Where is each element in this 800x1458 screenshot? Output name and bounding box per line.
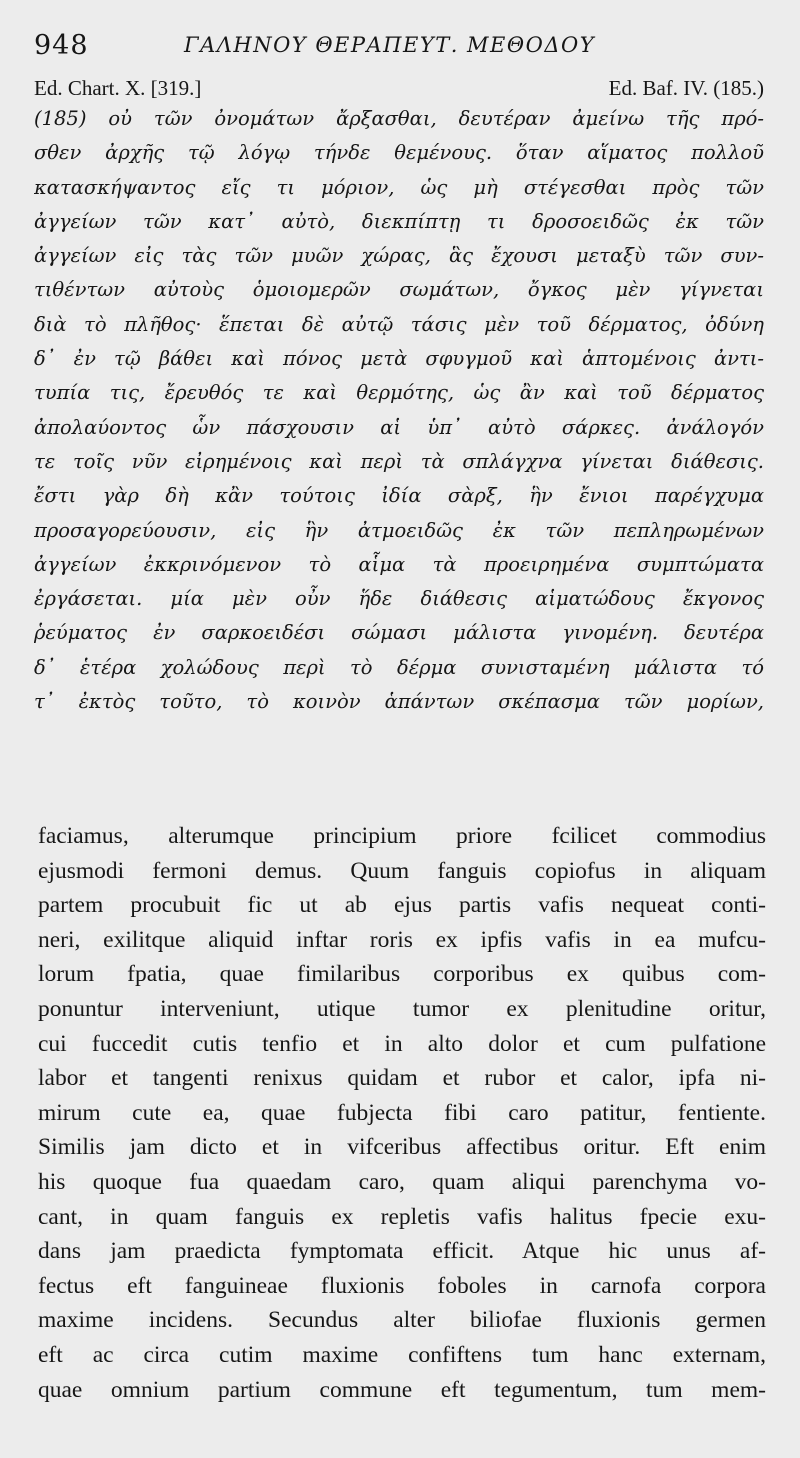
latin-line: cant, in quam fanguis ex repletis vafis halitus fpecie exu- [38,1203,766,1230]
latin-text-block [38,819,766,1407]
running-title: ΓΑΛΗΝΟΥ ΘΕΡΑΠΕΥΤ. ΜΕΘΟΔΟΥ [184,33,596,57]
greek-line: ἔστι γὰρ δὴ κἂν τούτοις ἰδία σὰρξ, ἣν ἔνιοι παρέγχυμα [34,484,764,508]
edition-reference-chartier: Ed. Chart. X. [319.] [34,76,202,100]
greek-text-block [34,102,764,719]
latin-line: labor et tangenti renixus quidam et rubor et calor, ipfa ni- [38,1065,766,1092]
latin-line: maxime incidens. Secundus alter biliofae fluxionis germen [38,1307,766,1334]
latin-line: ejusmodi fermoni demus. Quum fanguis copiofus in aliquam [38,857,766,884]
edition-reference-line [34,76,764,102]
greek-line: ἀγγείων ἐκκρινόμενον τὸ αἷμα τὰ προειρημένα συμπτώματα [34,552,764,576]
running-head [34,30,774,66]
latin-line: faciamus, alterumque principium priore fcilicet commodius [38,823,766,849]
latin-line: cui fuccedit cutis tenfio et in alto dolor et cum pulfatione [38,1030,766,1057]
latin-line: quae omnium partium commune eft tegumentum, tum mem- [38,1376,766,1403]
latin-line: lorum fpatia, quae fimilaribus corporibus ex quibus com- [38,961,766,988]
greek-line: ῥεύματος ἐν σαρκοειδέσι σώμασι μάλιστα γινομένη. δευτέρα [34,621,764,645]
greek-line: προσαγορεύουσιν, εἰς ἣν ἀτμοειδῶς ἐκ τῶν πεπληρωμένων [34,518,764,542]
greek-line: κατασκήψαντος εἴς τι μόριον, ὡς μὴ στέγεσθαι πρὸς τῶν [34,175,764,199]
greek-line: δ᾽ ἐν τῷ βάθει καὶ πόνος μετὰ σφυγμοῦ καὶ ἁπτομένοις ἀντι- [34,347,764,371]
greek-line: τε τοῖς νῦν εἰρημένοις καὶ περὶ τὰ σπλάγχνα γίνεται διάθεσις. [34,449,764,473]
latin-line: dans jam praedicta fymptomata efficit. Atque hic unus af- [38,1238,766,1265]
latin-line: fectus eft fanguineae fluxionis foboles in carnofa corpora [38,1272,766,1299]
latin-line: mirum cute ea, quae fubjecta fibi caro patitur, fentiente. [38,1099,766,1126]
greek-line: τ᾽ ἐκτὸς τοῦτο, τὸ κοινὸν ἁπάντων σκέπασμα τῶν μορίων, [34,690,764,714]
greek-line: ἀπολαύοντος ὧν πάσχουσιν αἱ ὑπ᾽ αὐτὸ σάρκες. ἀνάλογόν [34,415,764,439]
edition-reference-basel: Ed. Baf. IV. (185.) [608,76,764,100]
page-number: 948 [34,30,89,61]
greek-line: (185) οὐ τῶν ὀνομάτων ἄρξασθαι, δευτέραν ἀμείνω τῆς πρό- [34,107,764,130]
latin-line: neri, exilitque aliquid inftar roris ex ipfis vafis in ea mufcu- [38,926,766,953]
latin-line: partem procubuit fic ut ab ejus partis vafis nequeat conti- [38,892,766,919]
greek-line: διὰ τὸ πλῆθος· ἕπεται δὲ αὐτῷ τάσις μὲν τοῦ δέρματος, ὀδύνη [34,312,764,336]
latin-line: his quoque fua quaedam caro, quam aliqui parenchyma vo- [38,1168,766,1195]
latin-line: eft ac circa cutim maxime confiftens tum hanc externam, [38,1341,766,1368]
greek-line: σθεν ἀρχῆς τῷ λόγῳ τήνδε θεμένους. ὅταν αἵματος πολλοῦ [34,141,764,165]
greek-line: δ᾽ ἑτέρα χολώδους περὶ τὸ δέρμα συνισταμένη μάλιστα τό [34,655,764,679]
greek-line: ἀγγείων εἰς τὰς τῶν μυῶν χώρας, ἃς ἔχουσι μεταξὺ τῶν συν- [34,244,764,268]
greek-line: ἐργάσεται. μία μὲν οὖν ἥδε διάθεσις αἱματώδους ἔκγονος [34,587,764,611]
latin-line: Similis jam dicto et in vifceribus affectibus oritur. Eft enim [38,1134,766,1161]
greek-line: ἀγγείων τῶν κατ᾽ αὐτὸ, διεκπίπτῃ τι δροσοειδῶς ἐκ τῶν [34,209,764,233]
greek-line: τυπία τις, ἔρευθός τε καὶ θερμότης, ὡς ἂν καὶ τοῦ δέρματος [34,381,764,405]
greek-line: τιθέντων αὐτοὺς ὁμοιομερῶν σωμάτων, ὄγκος μὲν γίγνεται [34,278,764,302]
latin-line: ponuntur interveniunt, utique tumor ex plenitudine oritur, [38,995,766,1022]
